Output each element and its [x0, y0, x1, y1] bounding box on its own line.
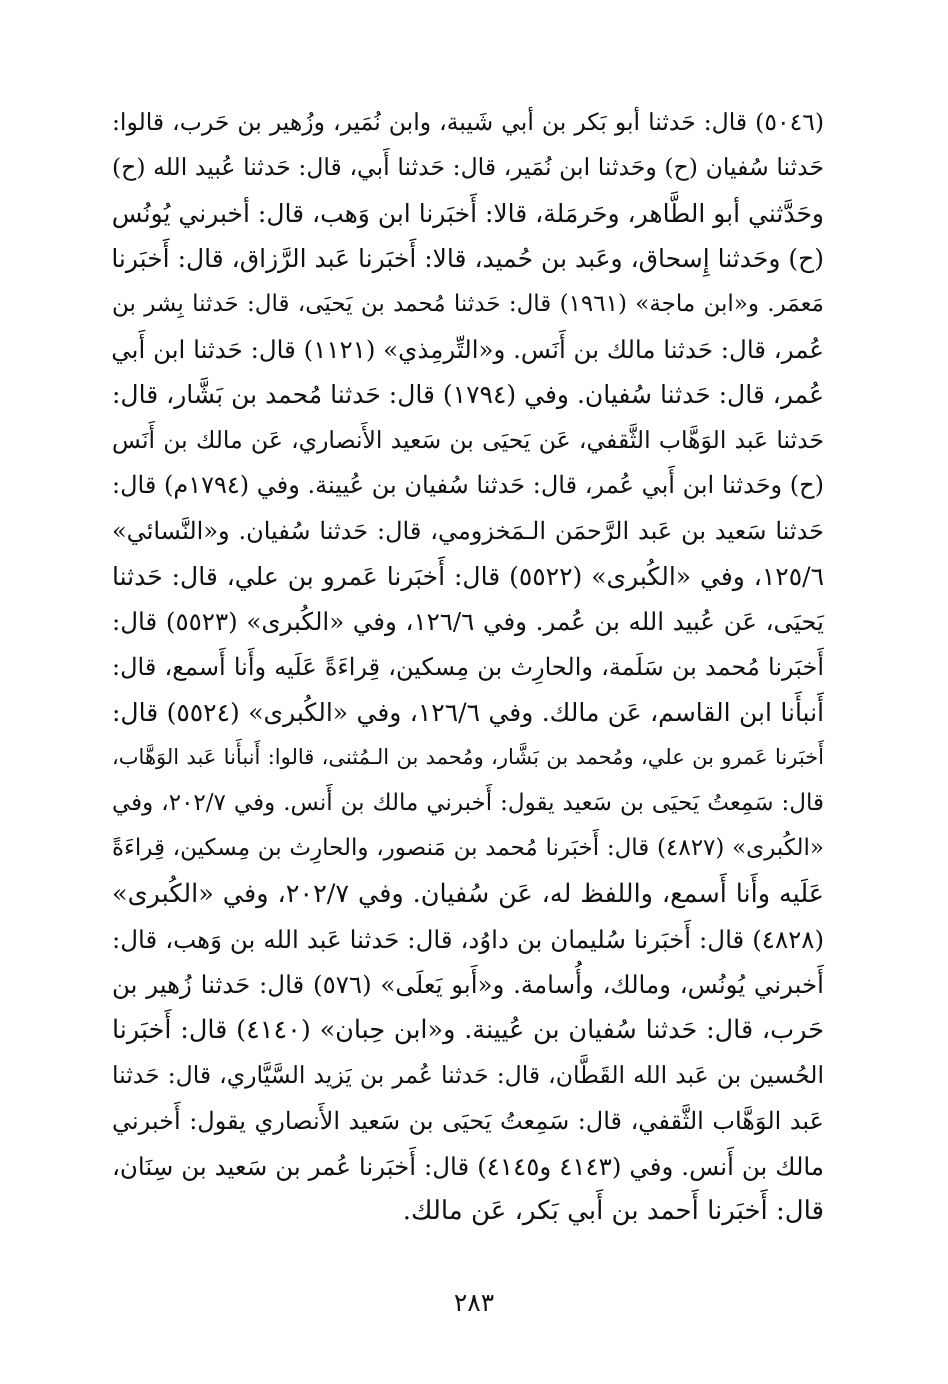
text-line: حَرب، قال: حَدثنا سُفيان بن عُيينة. و«ابن حِبان» (٤١٤٠) قال: أَخبَرنا	[112, 1014, 824, 1045]
text-line: حَدثنا عَبد الوَهَّاب الثَّقفي، عَن يَحيَى بن سَعيد الأَنصاري، عَن مالك بن أَنَس	[112, 425, 824, 454]
text-line: (٥٠٤٦) قال: حَدثنا أبو بَكر بن أبي شَيبة، وابن نُمَير، وزُهير بن حَرب، قالوا:	[112, 108, 824, 136]
text-line: (ح) وحَدثنا إِسحاق، وعَبد بن حُميد، قالا: أَخبَرنا عَبد الرَّزاق، قال: أَخبَرنا	[111, 244, 824, 274]
text-line: (٤٨٢٨) قال: أَخبَرنا سُليمان بن داوُد، قال: حَدثنا عَبد الله بن وَهب، قال:	[112, 925, 824, 955]
text-line: مالك بن أَنس. وفي (٤١٤٣ و٤١٤٥) قال: أَخبَرنا عُمر بن سَعيد بن سِنَان،	[112, 1151, 825, 1181]
text-line: أَخبرني يُونُس، ومالك، وأُسامة. و«أَبو يَعلَى» (٥٧٦) قال: حَدثنا زُهير بن	[112, 970, 824, 1000]
text-line: أَنبأَنا ابن القاسم، عَن مالك. وفي ١٢٦/٦، وفي «الكُبرى» (٥٥٢٤) قال:	[112, 698, 825, 728]
text-line: عَبد الوَهَّاب الثَّقفي، قال: سَمِعتُ يَحيَى بن سَعيد الأَنصاري يقول: أَخبرني	[112, 1106, 824, 1135]
text-line: عُمر، قال: حَدثنا مالك بن أَنَس. و«التِّرمِذي» (١١٢١) قال: حَدثنا ابن أَبي	[111, 334, 824, 364]
text-line: عَلَيه وأَنا أَسمع، واللفظ له، عَن سُفيان. وفي ٢٠٢/٧، وفي «الكُبرى»	[112, 878, 824, 909]
hadith-text-block	[112, 100, 824, 1235]
page-number: ٢٨٣	[453, 1288, 495, 1317]
text-line-last: قال: أَخبَرنا أَحمد بن أَبي بَكر، عَن مالك.	[402, 1196, 824, 1227]
text-line: قال: سَمِعتُ يَحيَى بن سَعيد يقول: أَخبرني مالك بن أَنس. وفي ٢٠٢/٧، وفي	[112, 789, 824, 816]
text-line: ١٢٥/٦، وفي «الكُبرى» (٥٥٢٢) قال: أَخبَرنا عَمرو بن علي، قال: حَدثنا	[112, 561, 824, 591]
text-line: عُمر، قال: حَدثنا سُفيان. وفي (١٧٩٤) قال: حَدثنا مُحمد بن بَشَّار، قال:	[112, 380, 824, 410]
text-line: أَخبَرنا مُحمد بن سَلَمة، والحارِث بن مِسكين، قِراءَةً عَلَيه وأَنا أَسمع، قال:	[112, 652, 824, 681]
text-line: الحُسين بن عَبد الله القَطَّان، قال: حَدثنا عُمر بن يَزيد السَّيَّاري، قال: حَدثنا	[112, 1061, 824, 1090]
text-line: أَخبَرنا عَمرو بن علي، ومُحمد بن بَشَّار، ومُحمد بن الـمُثنى، قالوا: أَنبأَنا عَبد الوَهَّاب،	[112, 745, 824, 770]
text-line: حَدثنا سَعيد بن عَبد الرَّحمَن الـمَخزومي، قال: حَدثنا سُفيان. و«النَّسائي»	[112, 516, 824, 545]
text-line: وحَدَّثني أبو الطَّاهر، وحَرمَلة، قالا: أَخبَرنا ابن وَهب، قال: أخبرني يُونُس	[111, 198, 824, 228]
text-line: «الكُبرى» (٤٨٢٧) قال: أَخبَرنا مُحمد بن مَنصور، والحارِث بن مِسكين، قِراءَةً	[112, 835, 824, 862]
text-line: مَعمَر. و«ابن ماجة» (١٩٦١) قال: حَدثنا مُحمد بن يَحيَى، قال: حَدثنا بِشر بن	[112, 290, 824, 317]
text-line: (ح) وحَدثنا ابن أَبي عُمر، قال: حَدثنا سُفيان بن عُيينة. وفي (١٧٩٤م) قال:	[112, 471, 824, 500]
text-line: يَحيَى، عَن عُبيد الله بن عُمر. وفي ١٢٦/٦، وفي «الكُبرى» (٥٥٢٣) قال:	[112, 607, 824, 637]
text-line: حَدثنا سُفيان (ح) وحَدثنا ابن نُمَير، قال: حَدثنا أَبي، قال: حَدثنا عُبيد الله (ح)	[112, 153, 824, 182]
